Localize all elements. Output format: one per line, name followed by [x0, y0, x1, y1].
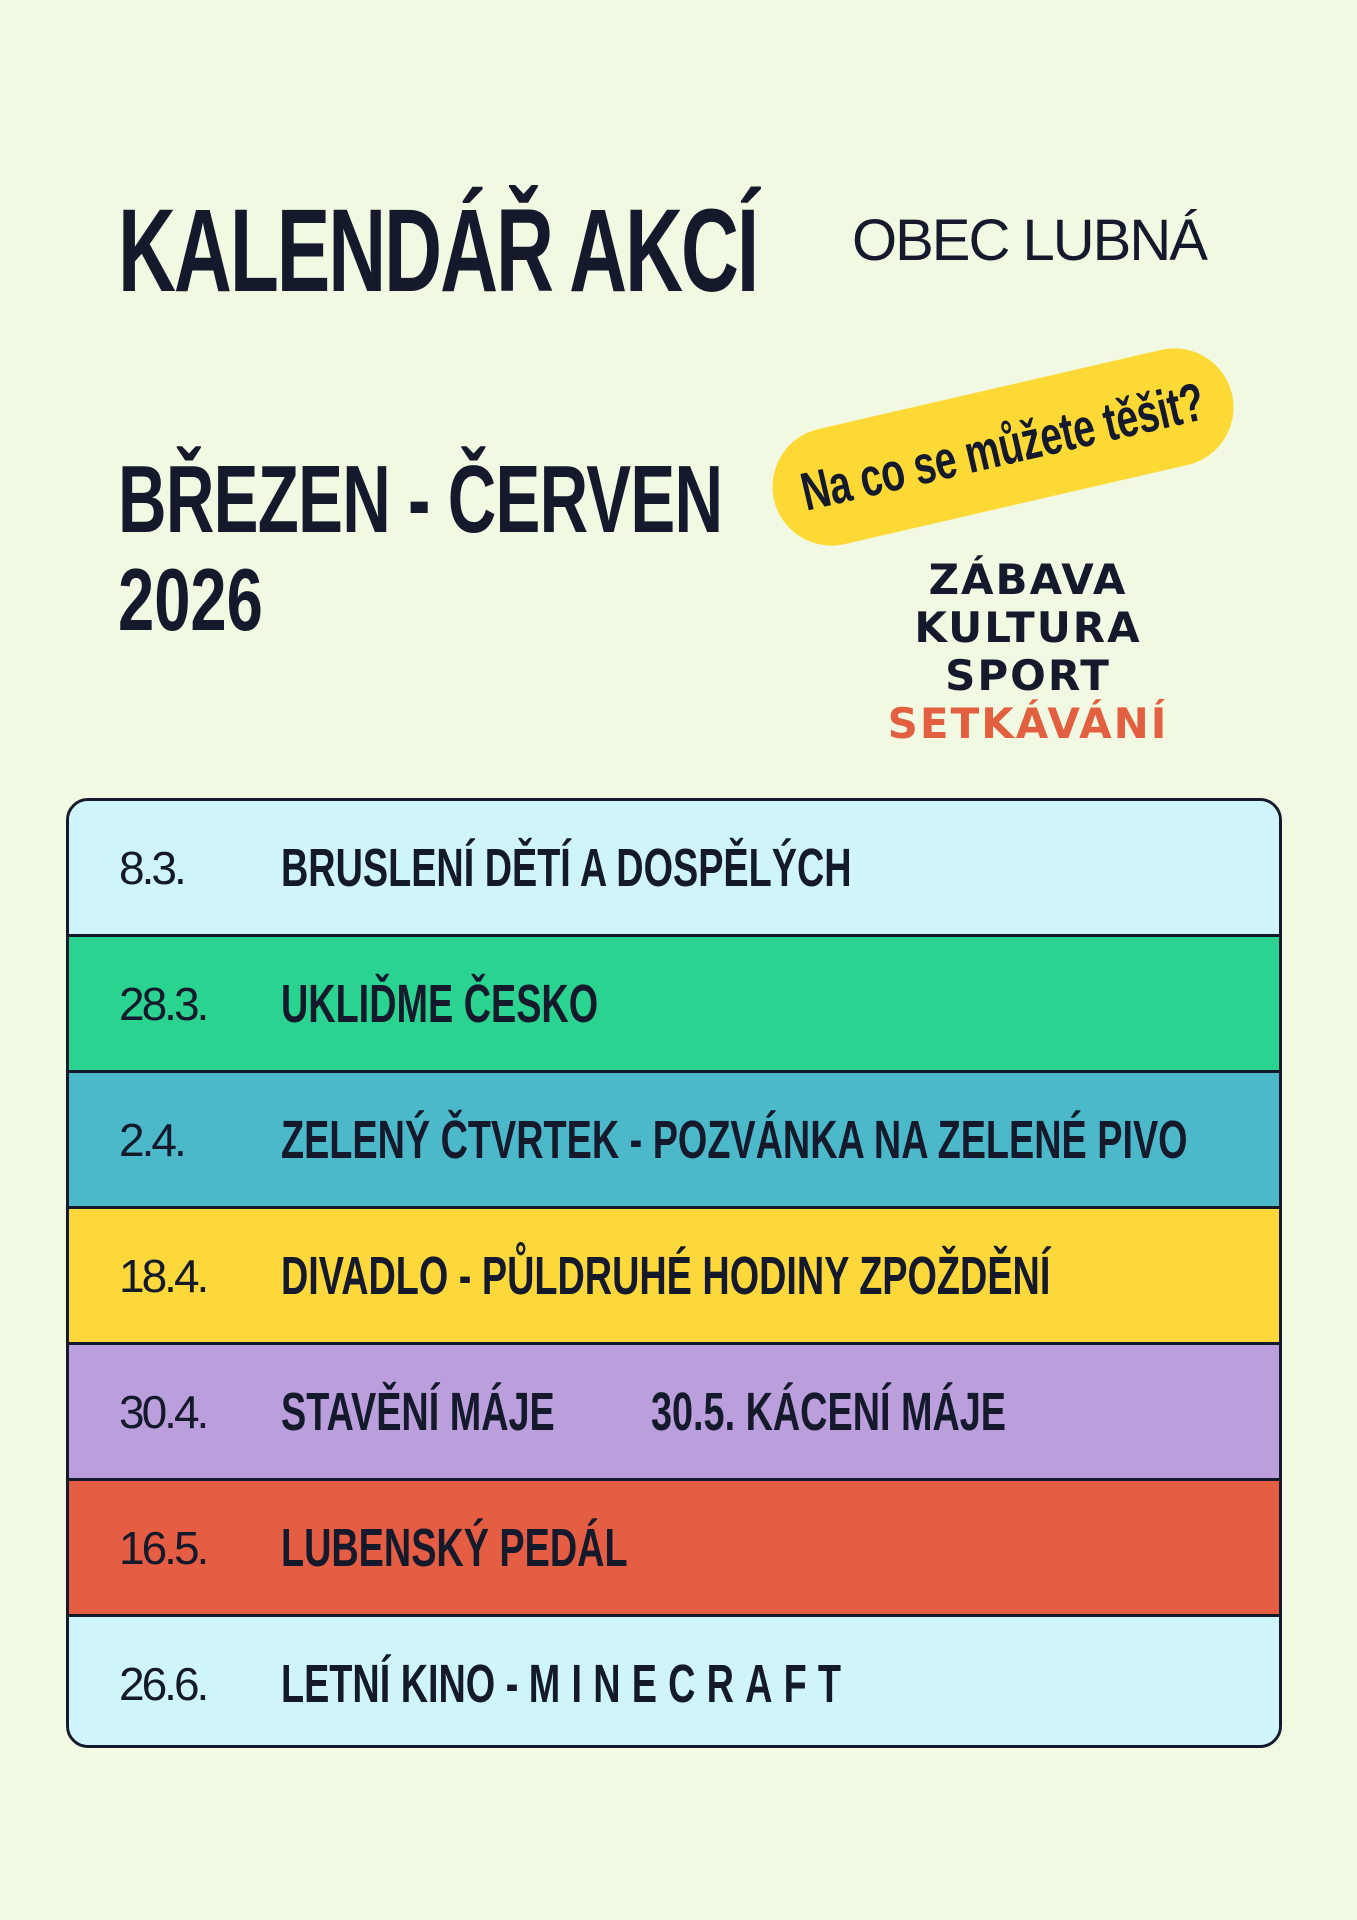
event-row	[69, 1209, 1279, 1345]
event-title: BRUSLENÍ DĚTÍ A DOSPĚLÝCH	[281, 837, 852, 898]
event-date: 28.3.	[119, 977, 207, 1030]
event-date: 8.3.	[119, 841, 184, 894]
category-item: ZÁBAVA	[928, 555, 1128, 604]
event-title: ZELENÝ ČTVRTEK - POZVÁNKA NA ZELENÉ PIVO	[281, 1109, 1188, 1170]
event-secondary-title: KÁCENÍ MÁJE	[745, 1381, 1007, 1442]
event-row	[69, 1481, 1279, 1617]
event-date: 2.4.	[119, 1113, 184, 1166]
events-table	[66, 798, 1282, 1748]
event-title: LUBENSKÝ PEDÁL	[281, 1517, 628, 1578]
event-date: 26.6.	[119, 1657, 207, 1710]
category-item-highlight: SETKÁVÁNÍ	[887, 699, 1169, 748]
event-title-spaced: MINECRAFT	[528, 1653, 853, 1714]
period-label: BŘEZEN - ČERVEN	[118, 446, 723, 553]
event-date: 16.5.	[119, 1521, 207, 1574]
organization-name: OBEC LUBNÁ	[852, 208, 1206, 273]
category-list	[870, 556, 1186, 748]
event-row	[69, 1073, 1279, 1209]
event-title: DIVADLO - PŮLDRUHÉ HODINY ZPOŽDĚNÍ	[281, 1245, 1051, 1306]
event-title	[281, 1617, 852, 1748]
event-secondary-date: 30.5.	[651, 1381, 736, 1442]
event-title: STAVĚNÍ MÁJE	[281, 1381, 555, 1442]
tagline-text: Na co se můžete těšit?	[795, 371, 1211, 523]
event-date: 18.4.	[119, 1249, 207, 1302]
event-row	[69, 937, 1279, 1073]
event-row	[69, 1345, 1279, 1481]
page-title: KALENDÁŘ AKCÍ	[118, 185, 758, 317]
event-title-prefix: LETNÍ KINO -	[281, 1653, 519, 1714]
category-item: KULTURA	[914, 603, 1142, 652]
event-date: 30.4.	[119, 1385, 207, 1438]
event-secondary	[651, 1345, 1006, 1478]
event-title: UKLIĎME ČESKO	[281, 973, 599, 1034]
year-label: 2026	[118, 550, 263, 649]
category-item: SPORT	[945, 651, 1111, 700]
event-row	[69, 801, 1279, 937]
event-row	[69, 1617, 1279, 1748]
tagline-badge	[761, 337, 1245, 558]
